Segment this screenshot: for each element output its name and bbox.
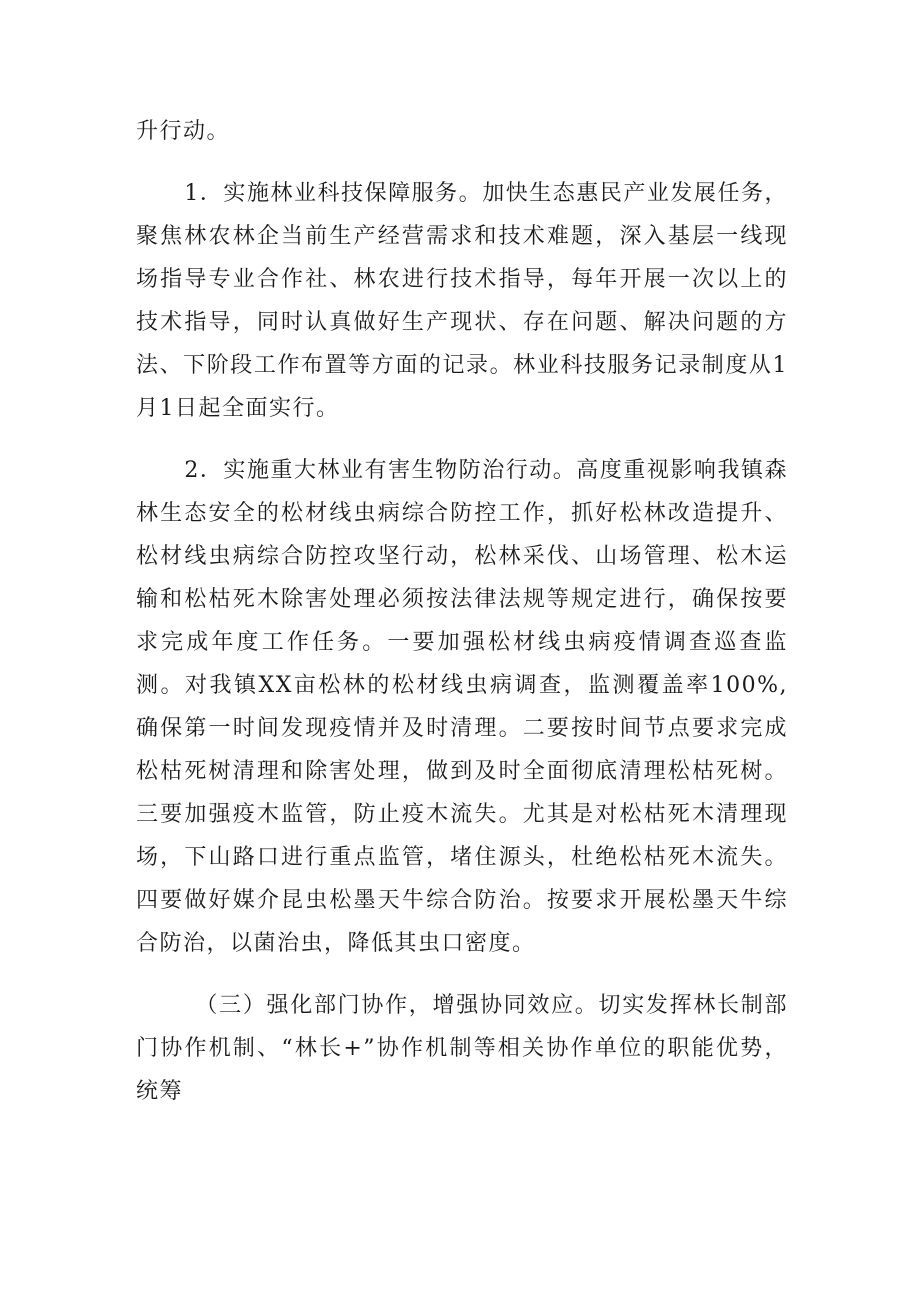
- paragraph-continuation: 升行动。: [136, 119, 231, 144]
- paragraph-department-collaboration: （三）强化部门协作，增强协同效应。切实发挥林长制部门协作机制、“林长+”协作机制等相关协作单位的职能优势，统筹: [136, 993, 788, 1104]
- paragraph-pest-control: 2．实施重大林业有害生物防治行动。高度重视影响我镇森林生态安全的松材线虫病综合防控工作，抓好松林改造提升、松材线虫病综合防控攻坚行动，松林采伐、山场管理、松木运输和松枯死木除害处理必须按法律法规等规定进行，确保按要求完成年度工作任务。一要加强松材线虫病疫情调查巡查监测。对我镇XX亩松林的松材线虫病调查，监测覆盖率100%,确保第一时间发现疫情并及时清理。二要按时间节点要求完成松枯死树清理和除害处理，做到及时全面彻底清理松枯死树。三要加强疫木监管，防止疫木流失。尤其是对松枯死木清理现场，下山路口进行重点监管，堵住源头，杜绝松枯死木流失。四要做好媒介昆虫松墨天牛综合防治。按要求开展松墨天牛综合防治，以菌治虫，降低其虫口密度。: [136, 458, 788, 956]
- document-body: [136, 110, 788, 1132]
- paragraph-tech-service: 1．实施林业科技保障服务。加快生态惠民产业发展任务，聚焦林农林企当前生产经营需求和技术难题，深入基层一线现场指导专业合作社、林农进行技术指导，每年开展一次以上的技术指导，同时认真做好生产现状、存在问题、解决问题的方法、下阶段工作布置等方面的记录。林业科技服务记录制度从1月1日起全面实行。: [136, 181, 788, 421]
